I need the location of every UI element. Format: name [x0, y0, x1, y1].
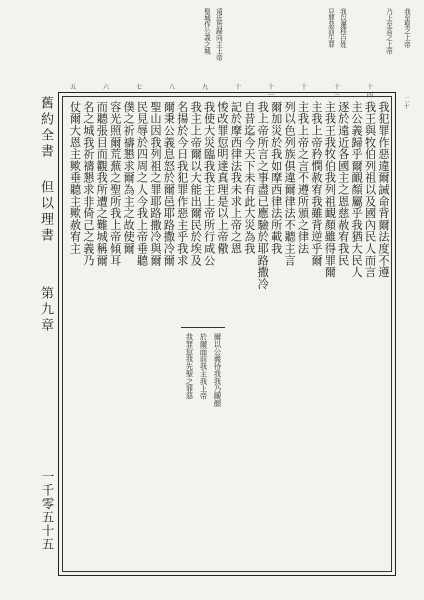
- text-column: 我使大災臨我我主上帝所行咸公: [202, 101, 216, 267]
- chapter-label: 第九章: [38, 286, 53, 334]
- ruler-number: 七: [135, 84, 142, 91]
- interlinear-note: 於爾面前我主我上帝: [199, 333, 208, 400]
- text-column: 我犯罪作惡違爾誡命背爾法度不遵: [377, 101, 390, 278]
- margin-gloss: 二十: [402, 96, 410, 109]
- book-section: 但以理書: [38, 180, 53, 244]
- ruler-number: 五: [69, 84, 76, 91]
- ruler-number: 十三: [333, 84, 340, 99]
- text-block: [62, 96, 392, 572]
- text-column: 容光照爾荒蕪之聖所我上帝傾耳: [108, 101, 122, 267]
- ruler-number: 十四: [366, 84, 373, 99]
- text-column: 聖山因我列祖之罪耶路撒冷與爾: [148, 101, 162, 267]
- text-column: 名之城我祈禱懇求非倚己之義乃: [81, 101, 95, 267]
- page-number: 一千零五十五: [40, 470, 55, 551]
- text-column: 記於摩西律法我未求上帝之恩: [229, 101, 243, 255]
- text-column: 爾秉公義息怒於爾邑耶路撒冷爾: [162, 101, 176, 267]
- ruler-number: 十一: [267, 84, 274, 99]
- text-column: 爾加災於我如摩西律法所載我: [269, 101, 283, 255]
- text-column: 主我上帝矜憫赦宥我雖背逆乎爾: [309, 101, 323, 267]
- ruler-number: 六: [102, 84, 109, 91]
- text-column: 列以色列族俱違爾律法不聽主言: [283, 101, 297, 267]
- text-column: 仗爾大恩主歟垂聽主歟赦宥主: [68, 101, 82, 255]
- ruler-number: 八: [168, 84, 175, 91]
- text-column: 主我上帝之言不遵所頒之律法: [296, 101, 310, 255]
- text-column: 主公義歸乎爾靦顏屬乎我猶大民人: [350, 101, 364, 278]
- ruler-number: 九: [201, 84, 208, 91]
- text-column: 主我王我牧伯我列祖靦顏雖得罪爾: [323, 101, 337, 278]
- top-note: 聖城作公義之城: [202, 8, 211, 55]
- text-column: 而聽張目而觀我所遭之難城稱爾: [95, 101, 109, 267]
- ruler-number: 十二: [300, 84, 307, 99]
- text-column: 僕之祈禱懇求爾為主之故使爾: [122, 101, 136, 255]
- verse-ruler: [58, 84, 396, 99]
- top-note: 見罪惡而生罪: [326, 8, 335, 48]
- top-note: 我至聖之上帝: [402, 8, 411, 48]
- text-column: 民見辱於四周之人今我上帝垂聽: [135, 101, 149, 267]
- ruler-number: 十: [234, 84, 241, 91]
- interlinear-note: 我罪愆我先聖之罪惡: [185, 333, 194, 400]
- text-frame: [58, 92, 396, 576]
- top-note: 遠近皆歸向主上帝: [214, 8, 223, 61]
- book-title: 舊約全書: [38, 96, 53, 160]
- text-column: 我王與牧伯列祖以及國內民人而言: [363, 101, 377, 278]
- text-column: 自昔迄今天下未有此大災為我: [242, 101, 256, 255]
- text-column: 逐於遠近各國主之恩慈赦宥我民: [336, 101, 350, 267]
- text-column: 我主上帝爾以大能出爾民於埃及: [189, 101, 203, 267]
- top-note: 我以遷移百姓: [338, 8, 347, 48]
- text-column: 我上帝所言之事盡已應驗於耶路撒冷: [256, 101, 270, 290]
- text-column: 悛改罪愆明達真理是以上帝儆: [216, 101, 230, 255]
- top-note: 乃上至高之上帝: [384, 8, 393, 55]
- inset-box: [181, 327, 225, 328]
- interlinear-note: 爾以公義待我我乃靦顏: [213, 333, 222, 407]
- text-column: 名揚於今日我犯罪作惡主乎我求: [175, 101, 189, 267]
